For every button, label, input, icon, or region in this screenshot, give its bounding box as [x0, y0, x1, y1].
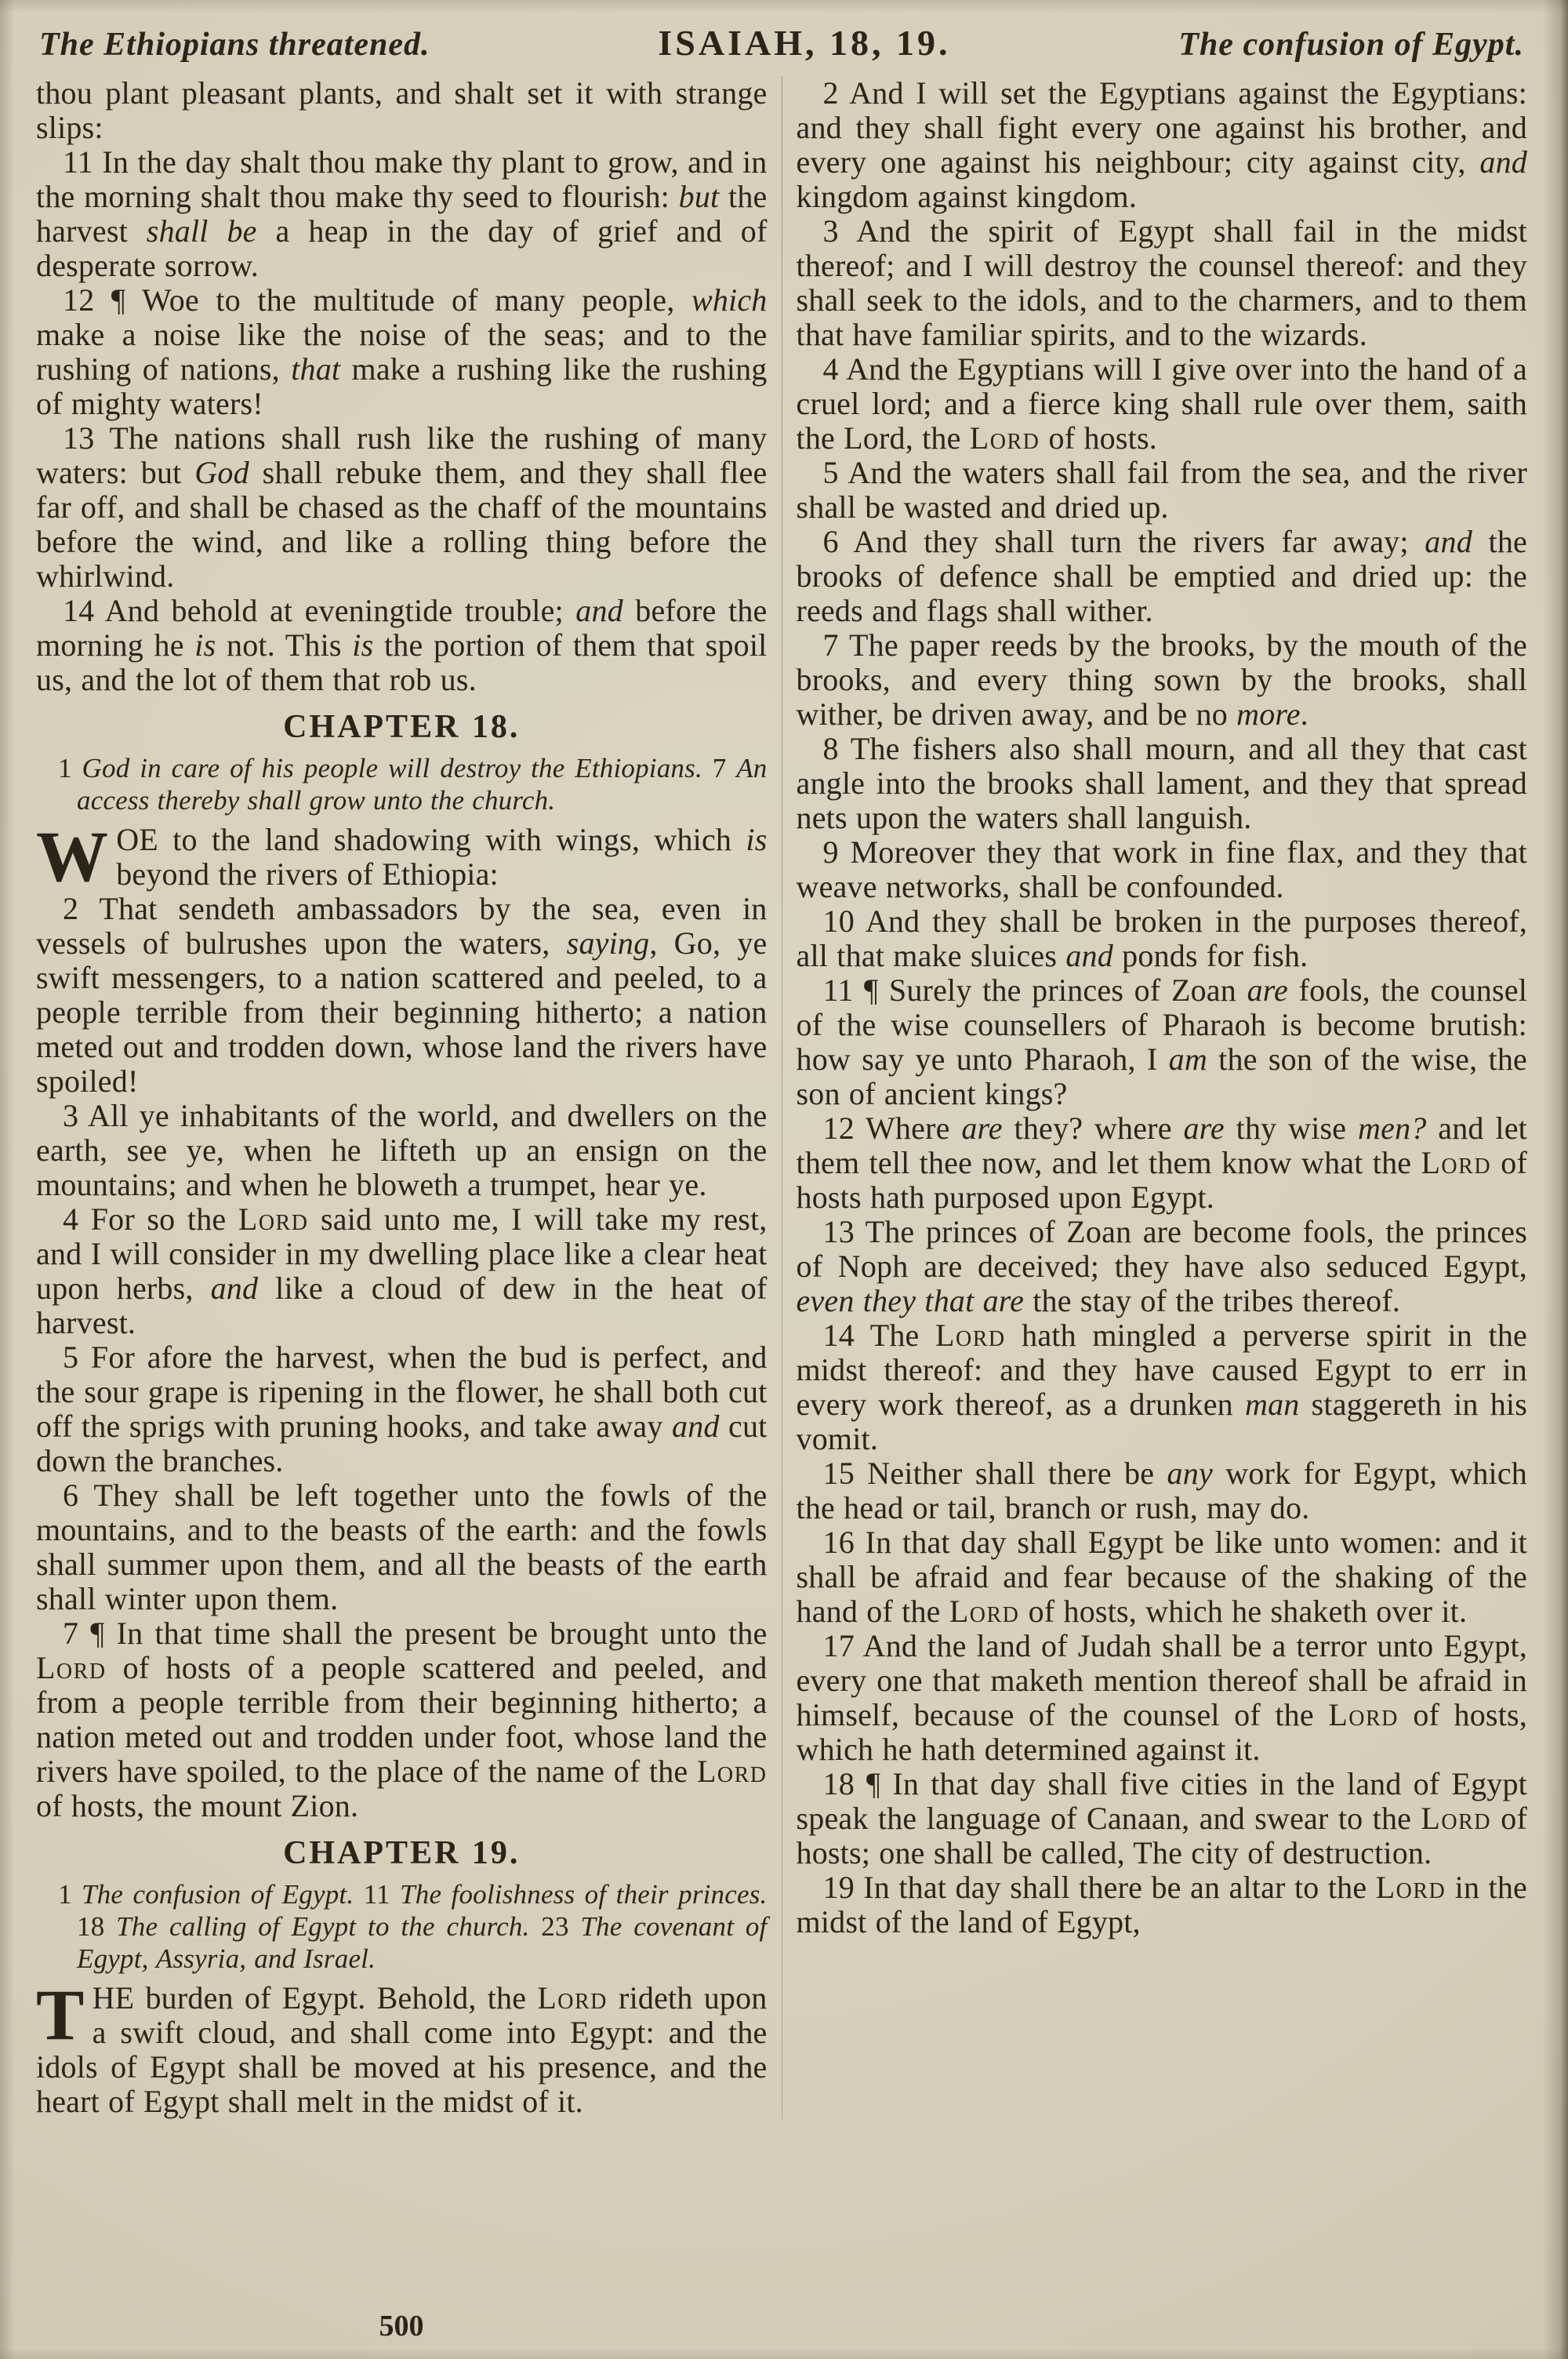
divine-name-small-caps: Lord — [36, 1650, 107, 1685]
verse-paragraph: 14 And behold at eveningtide trouble; and before the morning he is not. This is the portion of them that spoil us, and the lot of them that rob us. — [36, 593, 768, 697]
verse-paragraph: 12 ¶ Woe to the multitude of many people, which make a noise like the noise of the seas; and to the rushing of nations, that make a rushing like the rushing of mighty waters! — [36, 282, 768, 421]
divine-name-small-caps: Lord — [949, 1594, 1020, 1629]
divine-name-small-caps: Lord — [1421, 1145, 1492, 1180]
verse-paragraph: 7 ¶ In that time shall the present be brought unto the Lord of hosts of a people scattered and peeled, and from a people terrible from their beginning hitherto; a nation meted out and trodden under foot, whose land the rivers have spoiled, to the place of the name of the Lord of hosts, the mount Zion. — [36, 1616, 768, 1823]
divine-name-small-caps: Lord — [935, 1318, 1006, 1353]
verse-paragraph: 9 Moreover they that work in fine flax, and they that weave networks, shall be confounded. — [796, 834, 1527, 904]
verse-paragraph: thou plant pleasant plants, and shalt set it with strange slips: — [36, 75, 768, 145]
verse-paragraph: 3 And the spirit of Egypt shall fail in the midst thereof; and I will destroy the counsel thereof: and they shall seek to the idols, and to the charmers, and to them that have familiar spirits, and to the wizards. — [796, 213, 1527, 352]
book-chapter-title: ISAIAH, 18, 19. — [658, 23, 951, 63]
divine-name-small-caps: Lord — [1375, 1870, 1446, 1905]
page-number: 500 — [379, 2310, 424, 2343]
divine-name-small-caps: Lord — [969, 420, 1040, 456]
verse-paragraph: 11 In the day shalt thou make thy plant to grow, and in the morning shalt thou make thy seed to flourish: but the harvest shall be a heap in the day of grief and of desperate sorrow. — [36, 144, 768, 283]
divine-name-small-caps: Lord — [238, 1201, 309, 1237]
verse-paragraph: 5 For afore the harvest, when the bud is perfect, and the sour grape is ripening in the flower, he shall both cut off the sprigs with pruning hooks, and take away and cut down the branches. — [36, 1339, 768, 1478]
running-head-left: The Ethiopians threatened. — [39, 27, 430, 63]
verse-paragraph: 19 In that day shall there be an altar to the Lord in the midst of the land of Egypt, — [796, 1870, 1527, 1939]
chapter-summary: 1 God in care of his people will destroy the Ethiopians. 7 An access thereby shall grow unto the church. — [58, 753, 768, 816]
verse-paragraph: 3 All ye inhabitants of the world, and dwellers on the earth, see ye, when he lifteth up an ensign on the mountains; and when he bloweth a trumpet, hear ye. — [36, 1098, 768, 1202]
verse-paragraph: 13 The nations shall rush like the rushing of many waters: but God shall rebuke them, and they shall flee far off, and shall be chased as the chaff of the mountains before the wind, and like a rolling thing before the whirlwind. — [36, 420, 768, 594]
verse-paragraph: 18 ¶ In that day shall five cities in the land of Egypt speak the language of Canaan, and swear to the Lord of hosts; one shall be called, The city of destruction. — [796, 1766, 1528, 1870]
verse-paragraph: 11 ¶ Surely the princes of Zoan are fools, the counsel of the wise counsellers of Pharaoh is become brutish: how say ye unto Pharaoh, I am the son of the wise, the son of ancient kings? — [796, 972, 1528, 1111]
verse-paragraph: 2 And I will set the Egyptians against the Egyptians: and they shall fight every one against his brother, and every one against his neighbour; city against city, and kingdom against kingdom. — [796, 75, 1527, 214]
verse-paragraph: 12 Where are they? where are thy wise men? and let them tell thee now, and let them know what the Lord of hosts hath purposed upon Egypt. — [796, 1110, 1528, 1215]
divine-name-small-caps: Lord — [537, 1980, 608, 2016]
verse-paragraph: 16 In that day shall Egypt be like unto women: and it shall be afraid and fear because of the shaking of the hand of the Lord of hosts, which he shaketh over it. — [796, 1525, 1527, 1629]
verse-paragraph: 6 They shall be left together unto the fowls of the mountains, and to the beasts of the earth: and the fowls shall summer upon them, and all the beasts of the earth shall winter upon them. — [36, 1478, 768, 1616]
chapter-heading: CHAPTER 19. — [283, 1835, 521, 1871]
chapter-summary: 1 The confusion of Egypt. 11 The foolishness of their princes. 18 The calling of Egypt to the church. 23 The covenant of Egypt, Assyria, and Israel. — [58, 1879, 768, 1974]
divine-name-small-caps: Lord — [1421, 1801, 1491, 1836]
verse-paragraph: 13 The princes of Zoan are become fools, the princes of Noph are deceived; they have also seduced Egypt, even they that are the stay of the tribes thereof. — [796, 1214, 1527, 1318]
drop-cap-letter: W — [36, 816, 109, 896]
page-header — [36, 17, 1527, 76]
verse-paragraph: 5 And the waters shall fail from the sea, and the river shall be wasted and dried up. — [796, 455, 1527, 525]
verse-paragraph: 8 The fishers also shall mourn, and all they that cast angle into the brooks shall lament, and they that spread nets upon the waters shall languish. — [796, 731, 1527, 835]
verse-paragraph: 6 And they shall turn the rivers far away; and the brooks of defence shall be emptied and dried up: the reeds and flags shall wither. — [796, 524, 1527, 628]
verse-paragraph: 2 That sendeth ambassadors by the sea, even in vessels of bulrushes upon the waters, saying, Go, ye swift messengers, to a nation scattered and peeled, to a people terrible from their beginning hitherto; a nation meted out and trodden down, whose land the rivers have spoiled! — [36, 891, 768, 1099]
verse-paragraph: 17 And the land of Judah shall be a terror unto Egypt, every one that maketh mention thereof shall be afraid in himself, because of the counsel of the Lord of hosts, which he hath determined against it. — [796, 1628, 1527, 1767]
verse-paragraph: 14 The Lord hath mingled a perverse spirit in the midst thereof: and they have caused Egypt to err in every work thereof, as a drunken man staggereth in his vomit. — [796, 1318, 1527, 1456]
divine-name-small-caps: Lord — [696, 1754, 768, 1789]
verse-paragraph: 15 Neither shall there be any work for Egypt, which the head or tail, branch or rush, may do. — [796, 1456, 1527, 1525]
text-columns — [36, 76, 1527, 2119]
verse-paragraph: 4 And the Egyptians will I give over into the hand of a cruel lord; and a fierce king shall rule over them, saith the Lord, the Lord of hosts. — [796, 351, 1527, 456]
drop-cap-letter: T — [36, 1975, 85, 2055]
divine-name-small-caps: Lord — [1328, 1697, 1399, 1732]
verse-paragraph: THE burden of Egypt. Behold, the Lord rideth upon a swift cloud, and shall come into Egypt: and the idols of Egypt shall be moved at his presence, and the heart of Egypt shall melt in the midst of it. — [36, 1975, 768, 2119]
verse-paragraph: WOE to the land shadowing with wings, which is beyond the rivers of Ethiopia: — [36, 816, 768, 896]
verse-paragraph: 10 And they shall be broken in the purposes thereof, all that make sluices and ponds for fish. — [796, 903, 1527, 973]
chapter-heading: CHAPTER 18. — [283, 709, 521, 745]
column-right — [797, 76, 1528, 2119]
verse-paragraph: 4 For so the Lord said unto me, I will take my rest, and I will consider in my dwelling place like a clear heat upon herbs, and like a cloud of dew in the heat of harvest. — [36, 1201, 768, 1340]
verse-paragraph: 7 The paper reeds by the brooks, by the mouth of the brooks, and every thing sown by the brooks, shall wither, be driven away, and be no more. — [796, 627, 1527, 732]
column-left — [36, 76, 768, 2119]
running-head-right: The confusion of Egypt. — [1178, 27, 1524, 63]
